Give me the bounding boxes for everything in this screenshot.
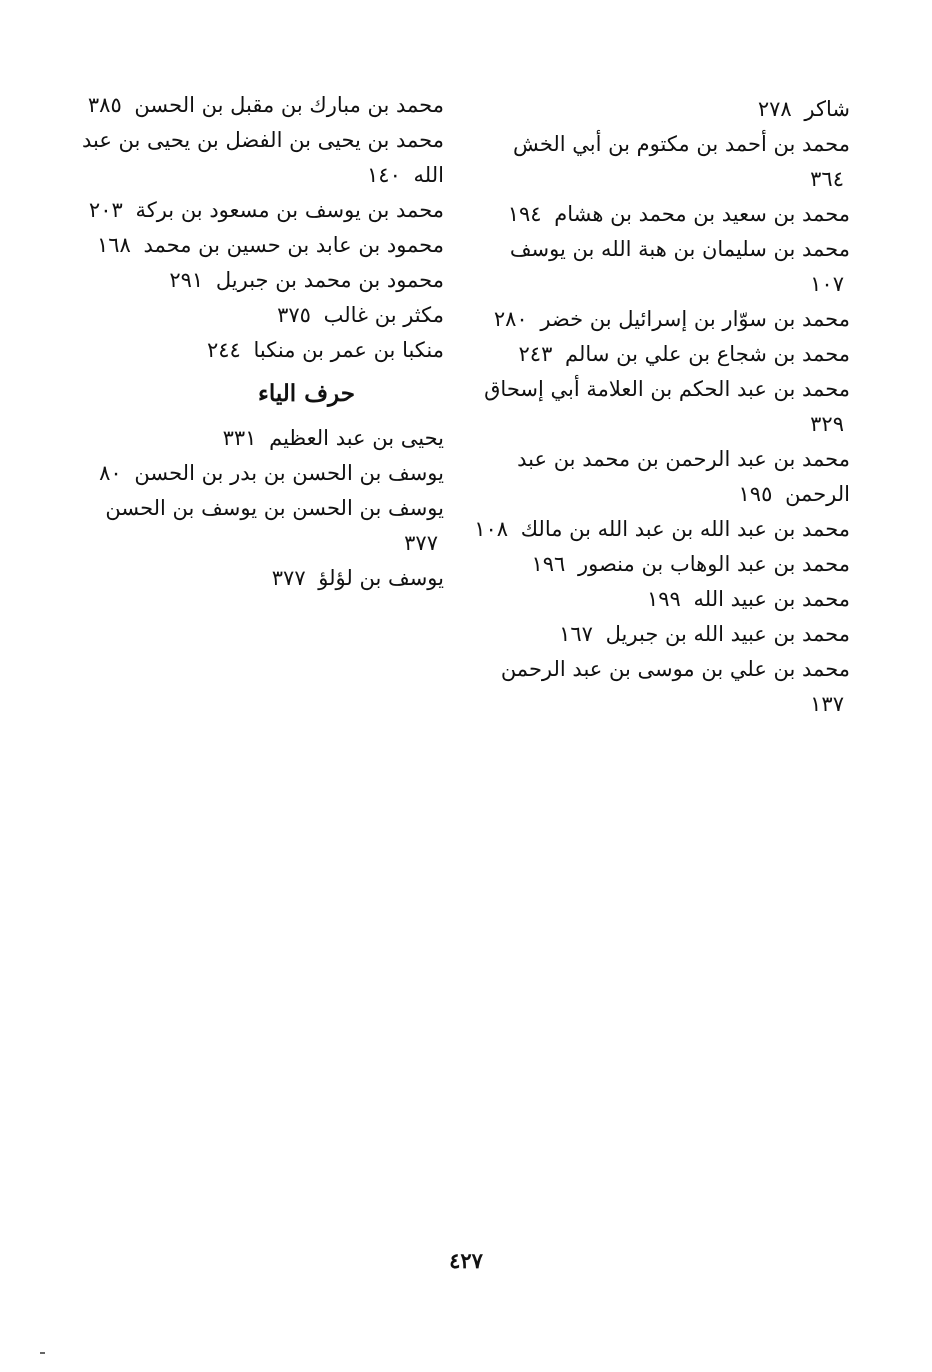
- index-entry: محمد بن يوسف بن مسعود بن بركة ٢٠٣: [88, 198, 444, 222]
- index-entry: يوسف بن الحسن بن يوسف بن الحسن ٣٧٧: [105, 496, 444, 555]
- index-entry: محمد بن عبيد الله ١٩٩: [646, 587, 850, 611]
- index-column-right: [470, 92, 850, 722]
- index-entry: محمد بن يحيى بن الفضل بن يحيى بن عبد الله ١٤٠: [81, 128, 444, 187]
- index-entry: محمد بن عبد الرحمن بن محمد بن عبد الرحمن ١٩٥: [517, 447, 850, 506]
- index-entry: يوسف بن الحسن بن بدر بن الحسن ٨٠: [99, 461, 444, 485]
- index-entry: محمد بن أحمد بن مكتوم بن أبي الخش ٣٦٤: [513, 132, 850, 191]
- index-entry: محمد بن علي بن موسى بن عبد الرحمن ١٣٧: [500, 657, 850, 716]
- index-entry: محمد بن مبارك بن مقبل بن الحسن ٣٨٥: [87, 93, 444, 117]
- index-entry: محمد بن سعيد بن محمد بن هشام ١٩٤: [507, 202, 850, 226]
- index-entry: شاكر ٢٧٨: [757, 97, 850, 121]
- section-heading: حرف الياء: [258, 380, 355, 407]
- index-entry: مكثر بن غالب ٣٧٥: [277, 303, 444, 327]
- index-entry: محمد بن عبد الوهاب بن منصور ١٩٦: [531, 552, 850, 576]
- index-entry: يحيى بن عبد العظيم ٣٣١: [222, 426, 444, 450]
- scan-edge-mark: [40, 1352, 45, 1354]
- index-entry: منكبا بن عمر بن منكبا ٢٤٤: [207, 338, 444, 362]
- index-entry: محمود بن محمد بن جبريل ٢٩١: [169, 268, 444, 292]
- index-entry: محمد بن سليمان بن هبة الله بن يوسف ١٠٧: [509, 237, 850, 296]
- page-number: ٤٢٧: [449, 1248, 483, 1273]
- index-column-left: [59, 88, 444, 596]
- index-entry: يوسف بن لؤلؤ ٣٧٧: [271, 566, 444, 590]
- index-entry: محمد بن شجاع بن علي بن سالم ٢٤٣: [518, 342, 850, 366]
- index-entry: محمد بن عبيد الله بن جبريل ١٦٧: [559, 622, 850, 646]
- index-entry: محمد بن عبد الله بن عبد الله بن مالك ١٠٨: [474, 517, 850, 541]
- index-entry: محمد بن عبد الحكم بن العلامة أبي إسحاق ٣٢٩: [484, 377, 850, 436]
- index-entry: محمود بن عابد بن حسين بن محمد ١٦٨: [96, 233, 444, 257]
- index-entry: محمد بن سوّار بن إسرائيل بن خضر ٢٨٠: [493, 307, 850, 331]
